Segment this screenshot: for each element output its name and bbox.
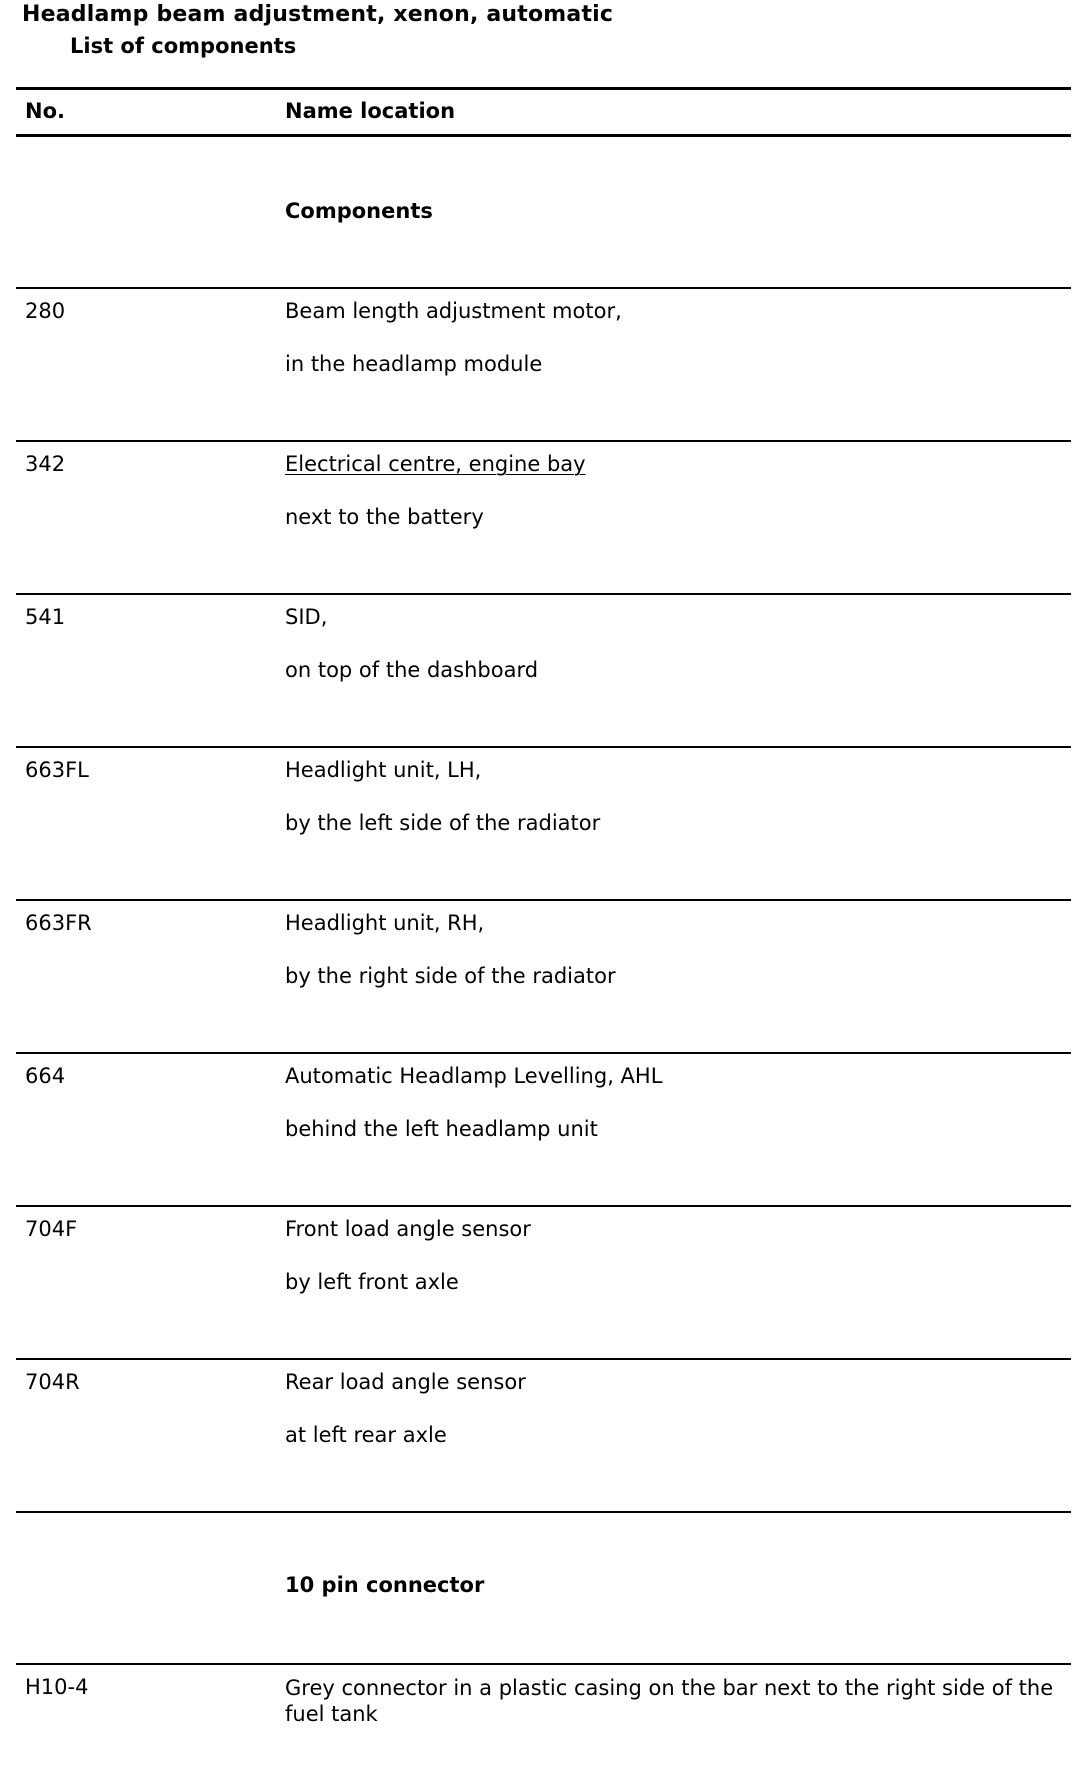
- component-number: 280: [25, 299, 66, 323]
- component-number: 704R: [25, 1370, 80, 1394]
- header-no: No.: [25, 99, 65, 123]
- section-components: [16, 137, 1071, 289]
- component-name: Rear load angle sensor: [285, 1370, 526, 1394]
- header-name-location: Name location: [285, 99, 456, 123]
- component-name: Automatic Headlamp Levelling, AHL: [285, 1064, 663, 1088]
- component-number: 704F: [25, 1217, 78, 1241]
- table-row: [16, 1054, 1071, 1207]
- component-location: by the left side of the radiator: [285, 811, 601, 835]
- table-row: [16, 1360, 1071, 1513]
- component-location: by the right side of the radiator: [285, 964, 616, 988]
- table-row: [16, 901, 1071, 1054]
- document-subtitle: List of components: [70, 34, 297, 58]
- table-row: [16, 442, 1071, 595]
- component-name: Headlight unit, RH,: [285, 911, 485, 935]
- component-name-link[interactable]: Electrical centre, engine bay: [285, 452, 586, 476]
- table-row: [16, 1665, 1071, 1740]
- component-number: 342: [25, 452, 66, 476]
- component-number: 541: [25, 605, 66, 629]
- component-name: Beam length adjustment motor,: [285, 299, 622, 323]
- component-location: in the headlamp module: [285, 352, 543, 376]
- component-location: on top of the dashboard: [285, 658, 539, 682]
- table-header: [16, 87, 1071, 137]
- section-label-components: Components: [285, 199, 433, 223]
- components-table: [16, 87, 1071, 1740]
- component-location: next to the battery: [285, 505, 484, 529]
- component-number: 663FL: [25, 758, 89, 782]
- section-label-connector: 10 pin connector: [285, 1573, 485, 1597]
- component-name: SID,: [285, 605, 328, 629]
- component-location: at left rear axle: [285, 1423, 447, 1447]
- section-10-pin-connector: [16, 1513, 1071, 1665]
- component-location: by left front axle: [285, 1270, 459, 1294]
- table-row: [16, 1207, 1071, 1360]
- component-name: Front load angle sensor: [285, 1217, 531, 1241]
- table-row: [16, 595, 1071, 748]
- connector-description: Grey connector in a plastic casing on the bar next to the right side of the fuel tank: [285, 1676, 1054, 1726]
- table-row: [16, 289, 1071, 442]
- component-number: 664: [25, 1064, 66, 1088]
- document-title: Headlamp beam adjustment, xenon, automatic: [22, 2, 614, 27]
- table-row: [16, 748, 1071, 901]
- component-location: behind the left headlamp unit: [285, 1117, 598, 1141]
- component-name: Headlight unit, LH,: [285, 758, 482, 782]
- connector-number: H10-4: [25, 1675, 89, 1699]
- component-number: 663FR: [25, 911, 92, 935]
